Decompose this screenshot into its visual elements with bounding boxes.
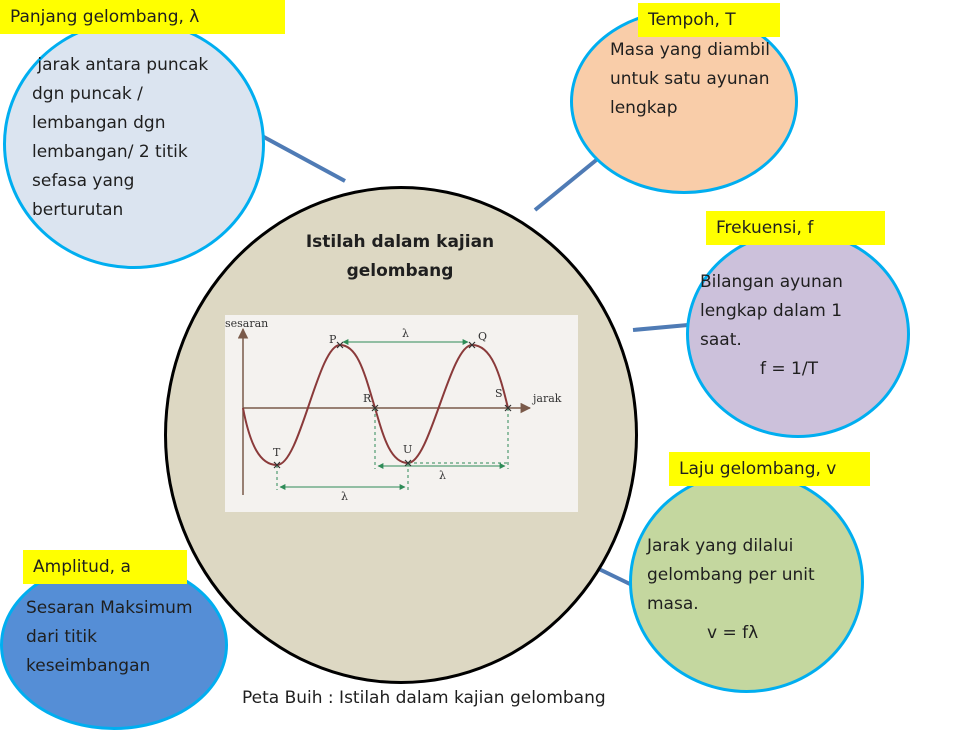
text-amplitud (26, 594, 193, 681)
laju-line: masa. (647, 594, 699, 614)
point-p: P (329, 333, 337, 346)
tempoh-line: lengkap (610, 98, 678, 118)
connector-panjang (262, 136, 345, 181)
central-title-line2: gelombang (346, 261, 454, 281)
tag-amplitud: Amplitud, a (23, 550, 187, 584)
connector-frekuensi (633, 325, 688, 330)
text-panjang-gelombang (32, 51, 208, 225)
panjang-line: dgn puncak / (32, 84, 143, 104)
tag-frekuensi: Frekuensi, f (706, 211, 885, 245)
point-r: R (363, 392, 372, 405)
tempoh-line: Masa yang diambil (610, 40, 770, 60)
point-t: T (273, 446, 281, 459)
point-s: S (495, 387, 503, 400)
y-axis-label: sesaran (225, 317, 269, 330)
amplitud-line: keseimbangan (26, 656, 151, 676)
lambda-label-top: λ (402, 327, 409, 340)
frekuensi-line: Bilangan ayunan (700, 272, 843, 292)
panjang-line: lembangan dgn (32, 113, 166, 133)
central-title (230, 228, 570, 286)
x-axis-label: jarak (533, 392, 562, 405)
lambda-label-mid: λ (439, 469, 446, 482)
point-q: Q (478, 330, 488, 343)
panjang-line: jarak antara puncak (32, 55, 209, 75)
text-tempoh (610, 36, 770, 123)
panjang-line: berturutan (32, 200, 124, 220)
frekuensi-formula: f = 1/T (760, 359, 818, 379)
frekuensi-line: saat. (700, 330, 742, 350)
panjang-line: sefasa yang (32, 171, 135, 191)
amplitud-line: Sesaran Maksimum (26, 598, 193, 618)
caption: Peta Buih : Istilah dalam kajian gelombang (242, 688, 606, 708)
tag-laju-gelombang: Laju gelombang, v (669, 452, 870, 486)
tempoh-line: untuk satu ayunan (610, 69, 770, 89)
amplitud-line: dari titik (26, 627, 97, 647)
laju-formula: v = fλ (707, 623, 759, 643)
central-title-line1: Istilah dalam kajian (305, 232, 495, 252)
panjang-line: lembangan/ 2 titik (32, 142, 188, 162)
lambda-label-bottom: λ (341, 490, 348, 503)
text-frekuensi (700, 268, 843, 384)
laju-line: Jarak yang dilalui (647, 536, 794, 556)
tag-panjang-gelombang: Panjang gelombang, λ (0, 0, 285, 34)
text-laju-gelombang (647, 532, 815, 648)
wave-diagram (225, 315, 578, 512)
connector-tempoh (535, 157, 600, 210)
frekuensi-line: lengkap dalam 1 (700, 301, 843, 321)
tag-tempoh: Tempoh, T (638, 3, 780, 37)
point-u: U (403, 443, 413, 456)
laju-line: gelombang per unit (647, 565, 815, 585)
